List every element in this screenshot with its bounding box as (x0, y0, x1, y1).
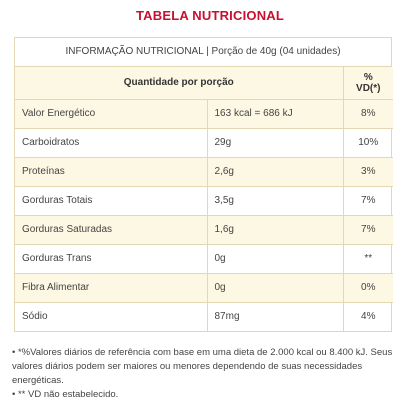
serving-info: INFORMAÇÃO NUTRICIONAL | Porção de 40g (04 unidades) (15, 38, 391, 67)
nutrient-vd: 10% (343, 128, 393, 157)
nutrient-vd: 8% (343, 99, 393, 128)
nutrient-vd: 3% (343, 157, 393, 186)
nutrient-vd: 4% (343, 302, 393, 331)
nutrient-vd: 7% (343, 215, 393, 244)
table-row (15, 157, 393, 186)
table-header-row (15, 67, 393, 99)
nutrition-grid (15, 67, 393, 331)
nutrient-vd: ** (343, 244, 393, 273)
nutrition-table (14, 37, 392, 332)
nutrient-amount: 87mg (207, 302, 343, 331)
nutrient-amount: 0g (207, 244, 343, 273)
page-title: TABELA NUTRICIONAL (135, 8, 285, 23)
footnote-vd-not-established: • ** VD não estabelecido. (12, 389, 119, 400)
table-row (15, 128, 393, 157)
nutrient-vd: 0% (343, 273, 393, 302)
table-row (15, 215, 393, 244)
nutrient-amount: 2,6g (207, 157, 343, 186)
table-row (15, 186, 393, 215)
nutrient-name: Gorduras Totais (15, 186, 207, 215)
nutrient-amount: 0g (207, 273, 343, 302)
nutrient-name: Fibra Alimentar (15, 273, 207, 302)
vd-header: % VD(*) (343, 67, 393, 99)
table-row (15, 244, 393, 273)
table-row (15, 273, 393, 302)
footnote-reference-values: • *%Valores diários de referência com base em uma dieta de 2.000 kcal ou 8.400 kJ. Seus valores diários podem ser maiores ou menores dependendo de suas necessidades energéticas. (12, 347, 393, 386)
nutrient-amount: 3,5g (207, 186, 343, 215)
nutrient-name: Gorduras Saturadas (15, 215, 207, 244)
table-row (15, 302, 393, 331)
nutrient-amount: 29g (207, 128, 343, 157)
nutrient-amount: 1,6g (207, 215, 343, 244)
nutrient-name: Gorduras Trans (15, 244, 207, 273)
nutrient-name: Valor Energético (15, 99, 207, 128)
nutrient-amount: 163 kcal = 686 kJ (207, 99, 343, 128)
footnotes (12, 346, 410, 402)
quantity-header: Quantidade por porção (15, 67, 343, 99)
nutrient-name: Proteínas (15, 157, 207, 186)
nutrient-name: Carboidratos (15, 128, 207, 157)
table-row (15, 99, 393, 128)
nutrient-vd: 7% (343, 186, 393, 215)
nutrient-name: Sódio (15, 302, 207, 331)
